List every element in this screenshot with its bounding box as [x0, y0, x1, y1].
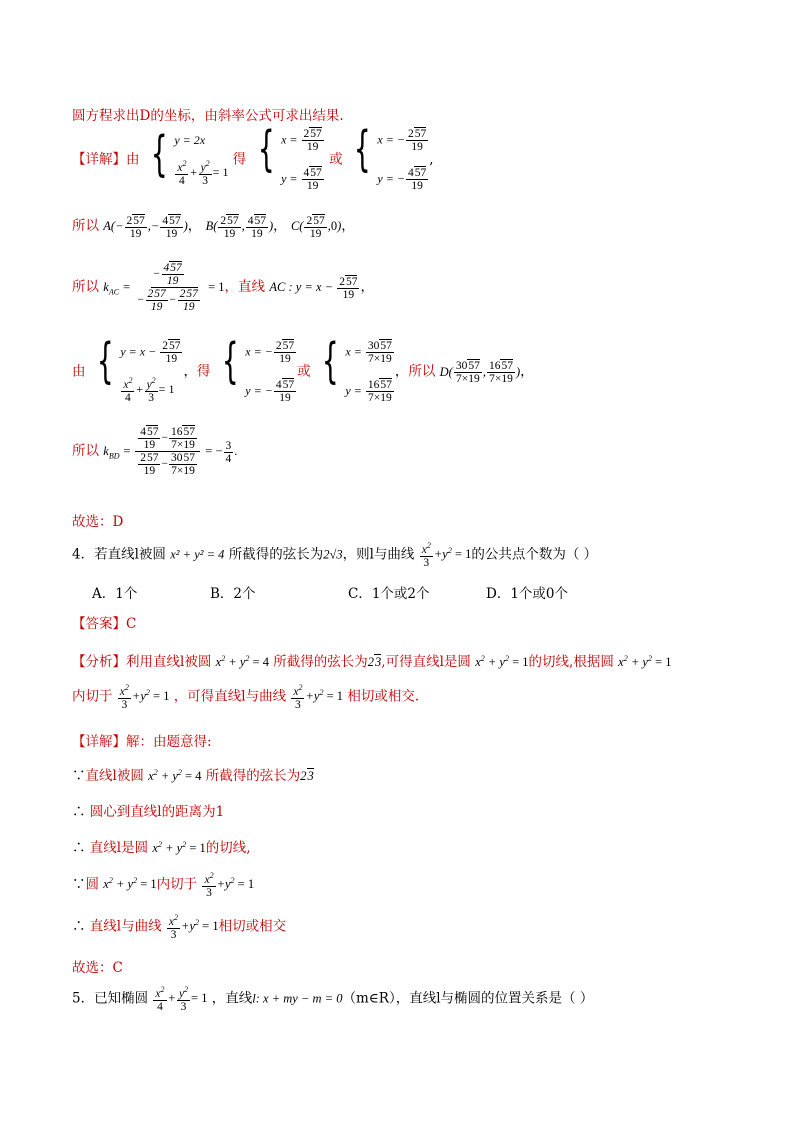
- choose-1: 故选：D: [72, 514, 124, 530]
- solution-2: { x = − $\frac{257}{19}$ y = − $\frac{457}{19}$: [353, 121, 427, 192]
- slope-bd: 所以 $k_{BD}$ = $\frac{457}{19}$ − $\frac{1657}{7\times 19}$ $\frac{257}{19}$ − $\frac{3057}{7\times 19}$ = − $\frac{3}{4}$ .: [72, 426, 238, 478]
- question-5: 5．已知椭圆 $\frac{x^2}{4}$ + $\frac{y^2}{3}$ = 1 ，直线l: x + my − m = 0（m∈R），直线l与椭圆的位置关系是（ ）: [72, 985, 594, 1013]
- step-1: ∵直线l被圆 $x^2 + y^2 = 4$ 所截得的弦长为23: [72, 767, 314, 784]
- detail-label: 【详解】: [72, 151, 126, 168]
- detail-equation-1: 【详解】由 { y = 2x $\frac{x^2}{4}$ + $\frac{y^2}{3}$ = 1 得 { x = $\frac{257}{19}$ y = $\frac{457}{19}$ 或 { x = − $\frac{257}{19}$ y = − $\frac{457}{19}$ ,: [72, 121, 434, 192]
- detail-equation-2: 由 { y = x − $\frac{257}{19}$ $\frac{x^2}{4}$ + $\frac{y^2}{3}$ = 1 ，得 { x = − $\frac{257}{19}$ y = − $\frac{457}{19}$ 或 { x = $\frac{3057}{7\times 19}$ y = $\frac{1657}{7\times 19}$ ，所以 D( $\frac{3057}{7\times 19}$ , $\frac{1657}{7\times 19}$ )，: [72, 333, 534, 404]
- answer: 【答案】C: [72, 616, 137, 632]
- analysis-line-1: 【分析】利用直线l被圆 $x^2 + y^2 = 4$ 所截得的弦长为23,可得直线l是圆 $x^2 + y^2 = 1$的切线,根据圆 $x^2 + y^2 = 1$: [72, 653, 672, 670]
- step-4: ∵圆 $x^2 + y^2 = 1$内切于 $\frac{x^2}{3}$ $+y^2 = 1$: [72, 871, 255, 899]
- option-a[interactable]: A．1个: [92, 586, 138, 602]
- step-2: ∴ 圆心到直线l的距离为1: [72, 804, 225, 820]
- points-abc: 所以 A(− $\frac{257}{19}$ ,− $\frac{457}{19}$ )， B( $\frac{257}{19}$ , $\frac{457}{19}$ )， C( $\frac{257}{19}$ ,0)，: [72, 214, 355, 240]
- slope-ac: 所以 $k_{AC}$ = − $\frac{457}{19}$ − $\frac{257}{19}$ − $\frac{257}{19}$ = 1，直线 AC : y = x − $\frac{257}{19}$ ，: [72, 262, 374, 314]
- solution-1: { x = $\frac{257}{19}$ y = $\frac{457}{19}$: [257, 121, 322, 192]
- system-ellipse-line: { y = 2x $\frac{x^2}{4}$ + $\frac{y^2}{3}$ = 1: [150, 126, 229, 187]
- step-5: ∴ 直线l与曲线 $\frac{x^2}{3}$ $+y^2 = 1$相切或相交: [72, 913, 287, 941]
- choose-2: 故选：C: [72, 960, 123, 976]
- step-3: ∴ 直线l是圆 $x^2 + y^2 = 1$的切线,: [72, 839, 251, 856]
- analysis-line-2: 内切于 $\frac{x^2}{3}$ $+y^2 = 1$ ，可得直线l与曲线 $\frac{x^2}{3}$ $+y^2 = 1$ 相切或相交.: [72, 683, 420, 711]
- option-b[interactable]: B．2个: [210, 586, 256, 602]
- intro-line: 圆方程求出D的坐标，由斜率公式可求出结果.: [72, 108, 344, 124]
- option-d[interactable]: D．1个或0个: [486, 586, 569, 602]
- detail-2: 【详解】解：由题意得:: [72, 734, 212, 750]
- question-4: 4．若直线l被圆 x² + y² = 4 所截得的弦长为2√3，则l与曲线 $\frac{x^2}{3}$ $+y^2 = 1$的公共点个数为（ ）: [72, 541, 598, 569]
- option-c[interactable]: C．1个或2个: [348, 586, 430, 602]
